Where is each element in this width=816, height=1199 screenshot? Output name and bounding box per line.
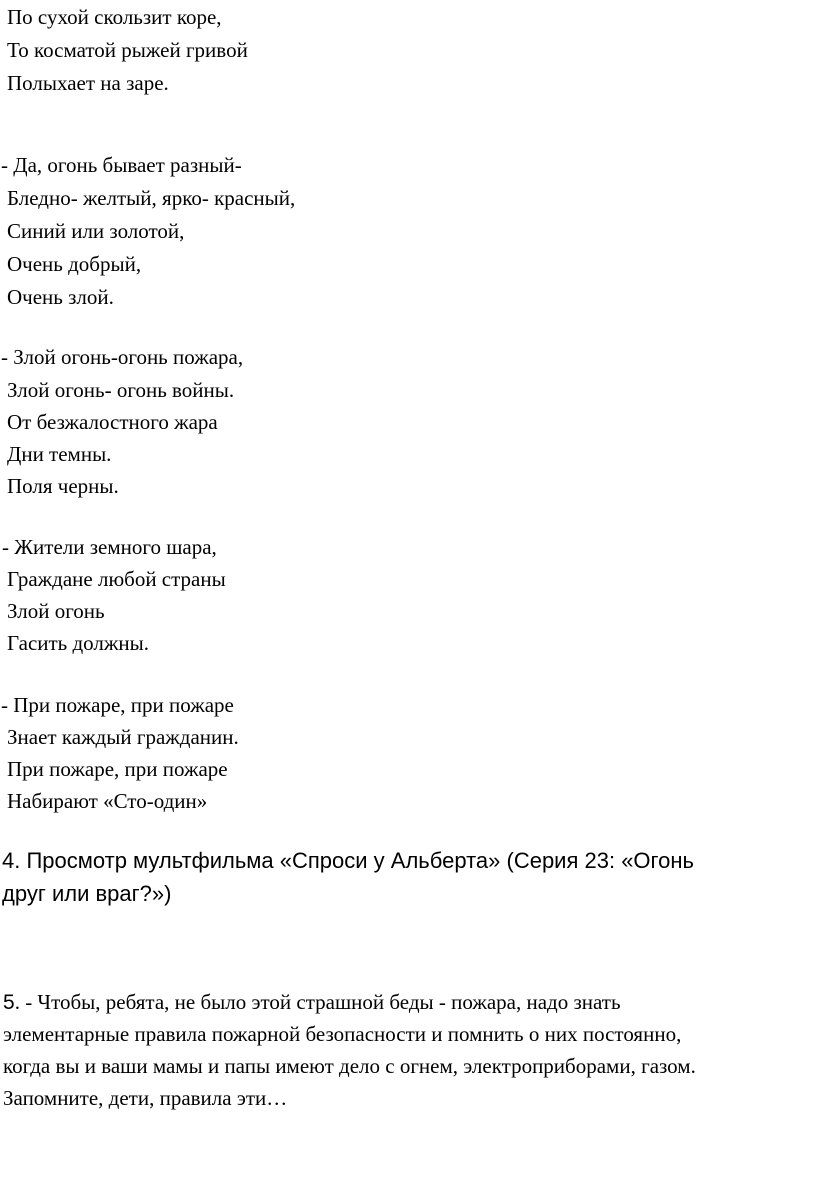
poem-line: Знает каждый гражданин.	[7, 725, 239, 749]
poem-line: По сухой скользит коре,	[7, 5, 222, 29]
poem-line: Граждане любой страны	[7, 567, 226, 591]
section-4-heading-line-2: друг или враг?»)	[2, 881, 172, 906]
poem-line: Очень злой.	[7, 285, 114, 309]
poem-line: Синий или золотой,	[7, 219, 185, 243]
section-5-paragraph-line-1	[3, 987, 621, 1018]
poem-line: Поля черны.	[7, 474, 119, 498]
section-4-heading-line-1: 4. Просмотр мультфильма «Спроси у Альберта» (Серия 23: «Огонь	[2, 848, 694, 873]
poem-line: - Злой огонь-огонь пожара,	[1, 345, 244, 369]
poem-line: То косматой рыжей гривой	[7, 38, 248, 62]
section-5-number: 5	[3, 991, 15, 1014]
poem-line: При пожаре, при пожаре	[7, 757, 228, 781]
section-5-paragraph-line-2: элементарные правила пожарной безопасности и помнить о них постоянно,	[3, 1022, 682, 1046]
poem-line: - Жители земного шара,	[2, 535, 217, 559]
poem-line: Набирают «Сто-один»	[7, 789, 208, 813]
poem-line: Гасить должны.	[7, 631, 149, 655]
poem-line: Злой огонь	[7, 599, 105, 623]
poem-line: От безжалостного жара	[7, 410, 218, 434]
section-5-paragraph-line-4: Запомните, дети, правила эти…	[3, 1086, 288, 1110]
poem-line: Злой огонь- огонь войны.	[7, 378, 235, 402]
poem-line: Полыхает на заре.	[7, 71, 169, 95]
poem-line: - Да, огонь бывает разный-	[1, 153, 242, 177]
poem-line: Очень добрый,	[7, 252, 142, 276]
poem-line: Дни темны.	[7, 442, 112, 466]
poem-line: Бледно- желтый, ярко- красный,	[7, 186, 296, 210]
section-5-text: . - Чтобы, ребята, не было этой страшной беды - пожара, надо знать	[14, 990, 621, 1014]
section-5-paragraph-line-3: когда вы и ваши мамы и папы имеют дело с огнем, электроприборами, газом.	[3, 1054, 696, 1078]
poem-line: - При пожаре, при пожаре	[1, 693, 234, 717]
